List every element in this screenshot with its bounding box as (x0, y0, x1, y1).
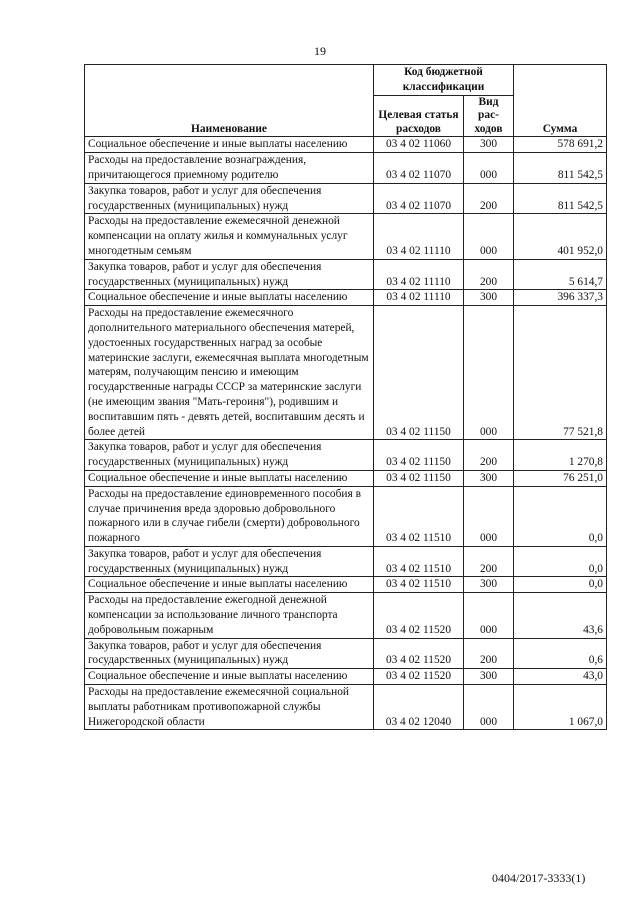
table-row (85, 214, 607, 259)
row-name: Социальное обеспечение и иные выплаты населению (85, 470, 374, 486)
row-name: Расходы на предоставление вознаграждения, причитающегося приемному родителю (85, 153, 374, 184)
row-name: Закупка товаров, работ и услуг для обеспечения государственных (муниципальных) нужд (85, 259, 374, 290)
table-row (85, 306, 607, 440)
row-expense-kind: 000 (464, 153, 514, 184)
row-target-code: 03 4 02 11520 (374, 669, 464, 685)
table-row (85, 486, 607, 546)
row-name: Социальное обеспечение и иные выплаты населению (85, 137, 374, 153)
row-name: Расходы на предоставление ежемесячной денежной компенсации на оплату жилья и коммунальных услуг многодетным семьям (85, 214, 374, 259)
row-target-code: 03 4 02 11150 (374, 306, 464, 440)
header-sum: Сумма (514, 65, 607, 137)
row-target-code: 03 4 02 11070 (374, 183, 464, 214)
document-code: 0404/2017-3333(1) (492, 871, 586, 885)
row-sum: 43,6 (514, 593, 607, 638)
budget-table (84, 64, 607, 730)
header-kind: Вид рас-ходов (464, 95, 514, 137)
row-name: Закупка товаров, работ и услуг для обеспечения государственных (муниципальных) нужд (85, 440, 374, 471)
row-target-code: 03 4 02 11520 (374, 638, 464, 669)
row-name: Закупка товаров, работ и услуг для обеспечения государственных (муниципальных) нужд (85, 546, 374, 577)
row-name: Закупка товаров, работ и услуг для обеспечения государственных (муниципальных) нужд (85, 183, 374, 214)
row-name: Расходы на предоставление ежемесячного дополнительного материального обеспечения матерей, удостоенных государственных наград за особые материнские заслуги, ежемесячная выплата многодетным матерям, получающим пенсию и имеющим государственные награды СССР за материнские заслуги (не имеющим звания "Мать-героиня"), родившим и воспитавшим пять - девять детей, воспитавшим десять и более детей (85, 306, 374, 440)
table-row (85, 153, 607, 184)
row-target-code: 03 4 02 11510 (374, 577, 464, 593)
row-sum: 5 614,7 (514, 259, 607, 290)
row-target-code: 03 4 02 11150 (374, 440, 464, 471)
row-target-code: 03 4 02 12040 (374, 685, 464, 730)
table-row (85, 290, 607, 306)
table-row (85, 137, 607, 153)
table-row (85, 440, 607, 471)
row-expense-kind: 300 (464, 137, 514, 153)
table-row (85, 183, 607, 214)
table-row (85, 669, 607, 685)
row-expense-kind: 000 (464, 593, 514, 638)
row-expense-kind: 000 (464, 214, 514, 259)
header-target: Целевая статья расходов (374, 95, 464, 137)
row-target-code: 03 4 02 11060 (374, 137, 464, 153)
row-expense-kind: 300 (464, 669, 514, 685)
row-name: Социальное обеспечение и иные выплаты населению (85, 290, 374, 306)
row-expense-kind: 300 (464, 290, 514, 306)
row-target-code: 03 4 02 11110 (374, 259, 464, 290)
row-sum: 1 270,8 (514, 440, 607, 471)
row-target-code: 03 4 02 11150 (374, 470, 464, 486)
row-target-code: 03 4 02 11110 (374, 290, 464, 306)
row-sum: 811 542,5 (514, 153, 607, 184)
row-expense-kind: 200 (464, 440, 514, 471)
table-header (85, 65, 607, 137)
row-expense-kind: 200 (464, 546, 514, 577)
row-sum: 578 691,2 (514, 137, 607, 153)
table-row (85, 685, 607, 730)
row-name: Расходы на предоставление ежегодной денежной компенсации за использование личного транспорта добровольным пожарным (85, 593, 374, 638)
page-number: 19 (314, 44, 326, 58)
row-name: Социальное обеспечение и иные выплаты населению (85, 669, 374, 685)
row-sum: 43,0 (514, 669, 607, 685)
row-expense-kind: 000 (464, 486, 514, 546)
row-expense-kind: 300 (464, 577, 514, 593)
row-sum: 0,0 (514, 486, 607, 546)
row-sum: 77 521,8 (514, 306, 607, 440)
table-row (85, 593, 607, 638)
row-target-code: 03 4 02 11510 (374, 486, 464, 546)
row-sum: 396 337,3 (514, 290, 607, 306)
header-code-group: Код бюджетной классификации (374, 65, 514, 96)
row-name: Расходы на предоставление ежемесячной социальной выплаты работникам противопожарной службы Нижегородской области (85, 685, 374, 730)
table-body (85, 137, 607, 730)
row-target-code: 03 4 02 11510 (374, 546, 464, 577)
row-expense-kind: 200 (464, 638, 514, 669)
table-row (85, 259, 607, 290)
row-expense-kind: 300 (464, 470, 514, 486)
row-target-code: 03 4 02 11520 (374, 593, 464, 638)
row-target-code: 03 4 02 11070 (374, 153, 464, 184)
header-name: Наименование (85, 65, 374, 137)
row-name: Расходы на предоставление единовременного пособия в случае причинения вреда здоровью добровольного пожарного или в случае гибели (смерти) добровольного пожарного (85, 486, 374, 546)
row-expense-kind: 200 (464, 183, 514, 214)
row-sum: 0,0 (514, 546, 607, 577)
row-name: Закупка товаров, работ и услуг для обеспечения государственных (муниципальных) нужд (85, 638, 374, 669)
row-sum: 0,0 (514, 577, 607, 593)
row-sum: 401 952,0 (514, 214, 607, 259)
row-sum: 0,6 (514, 638, 607, 669)
table-row (85, 546, 607, 577)
row-expense-kind: 000 (464, 685, 514, 730)
table-row (85, 470, 607, 486)
table-row (85, 638, 607, 669)
row-target-code: 03 4 02 11110 (374, 214, 464, 259)
row-sum: 76 251,0 (514, 470, 607, 486)
row-sum: 1 067,0 (514, 685, 607, 730)
row-sum: 811 542,5 (514, 183, 607, 214)
row-expense-kind: 200 (464, 259, 514, 290)
row-name: Социальное обеспечение и иные выплаты населению (85, 577, 374, 593)
table-row (85, 577, 607, 593)
row-expense-kind: 000 (464, 306, 514, 440)
